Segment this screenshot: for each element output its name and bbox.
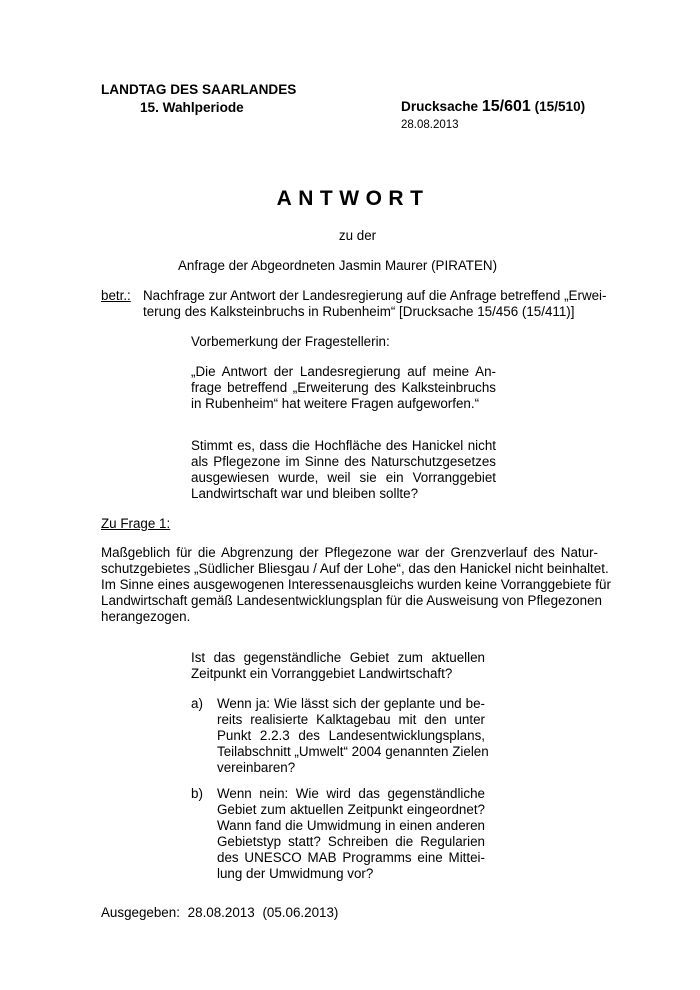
question2-item-marker: a) <box>191 696 203 711</box>
question2-item-line: Gebiet zum aktuellen Zeitpunkt eingeordnet? <box>217 802 485 817</box>
subject-line: Nachfrage zur Antwort der Landesregierung auf die Anfrage betreffend „Erwei- <box>143 288 607 303</box>
answer1-heading: Zu Frage 1: <box>101 516 171 531</box>
question2-item-line: vereinbaren? <box>217 760 296 775</box>
question2-item-line: lung der Umwidmung vor? <box>217 866 374 881</box>
question2-item-line: Punkt 2.2.3 des Landesentwicklungsplans, <box>217 728 485 743</box>
question2-item-line: Wenn nein: Wie wird das gegenständliche <box>217 786 485 801</box>
question2-item-line: des UNESCO MAB Programms eine Mittei- <box>217 850 485 865</box>
issued-label: Ausgegeben: <box>101 905 180 920</box>
legislative-period: 15. Wahlperiode <box>140 100 244 115</box>
drucksache-label: Drucksache <box>401 99 479 114</box>
question1-line: ausgewiesen wurde, weil sie ein Vorranggebiet <box>191 470 496 485</box>
drucksache-ref: (15/510) <box>534 99 586 114</box>
subtitle: zu der <box>338 228 377 243</box>
issued-line <box>101 905 338 921</box>
answer1-line: schutzgebietes „Südlicher Bliesgau / Auf der Lohe“, das den Hanickel nicht beinhaltet. <box>101 561 609 576</box>
inquiry-line: Anfrage der Abgeordneten Jasmin Maurer (PIRATEN) <box>178 258 498 273</box>
drucksache-number: 15/601 <box>481 98 531 115</box>
question2-line: Zeitpunkt ein Vorranggebiet Landwirtschaft? <box>191 666 453 681</box>
question2-item-line: Wenn ja: Wie lässt sich der geplante und be- <box>217 696 485 711</box>
document-date: 28.08.2013 <box>401 119 459 131</box>
answer1-line: herangezogen. <box>101 609 191 624</box>
question2-item-line: reits realisierte Kalktagebau mit den unter <box>217 712 485 727</box>
preliminary-heading: Vorbemerkung der Fragestellerin: <box>191 334 390 349</box>
preliminary-quote-line: „Die Antwort der Landesregierung auf meine An- <box>191 364 496 379</box>
question2-item-line: Wann fand die Umwidmung in einen anderen <box>217 818 485 833</box>
question1-line: als Pflegezone im Sinne des Naturschutzgesetzes <box>191 454 496 469</box>
answer1-line: Maßgeblich für die Abgrenzung der Pflegezone war der Grenzverlauf des Natur- <box>101 545 598 560</box>
question2-item-line: Gebietstyp statt? Schreiben die Regularien <box>217 834 485 849</box>
answer1-line: Landwirtschaft gemäß Landesentwicklungsplan für die Ausweisung von Pflegezonen <box>101 593 602 608</box>
question2-line: Ist das gegenständliche Gebiet zum aktuellen <box>191 650 485 665</box>
answer1-line: Im Sinne eines ausgewogenen Interessenausgleichs wurden keine Vorranggebiete für <box>101 577 611 592</box>
question2-item-line: Teilabschnitt „Umwelt“ 2004 genannten Zielen <box>217 744 489 759</box>
subject-line: terung des Kalksteinbruchs in Rubenheim“ [Drucksache 15/456 (15/411)] <box>143 304 575 319</box>
question1-line: Stimmt es, dass die Hochfläche des Hanickel nicht <box>191 438 496 453</box>
preliminary-quote-line: frage betreffend „Erweiterung des Kalksteinbruchs <box>191 380 496 395</box>
question1-line: Landwirtschaft war und bleiben sollte? <box>191 486 419 501</box>
subject-label: betr.: <box>101 288 131 303</box>
preliminary-quote-line: in Rubenheim“ hat weitere Fragen aufgeworfen.“ <box>191 396 480 411</box>
parliament-name: LANDTAG DES SAARLANDES <box>101 82 297 97</box>
drucksache-info <box>401 99 585 115</box>
question2-item-marker: b) <box>191 786 203 801</box>
document-title: ANTWORT <box>276 187 430 210</box>
issued-date: 28.08.2013 <box>187 905 255 920</box>
issued-ref: (05.06.2013) <box>262 905 339 920</box>
